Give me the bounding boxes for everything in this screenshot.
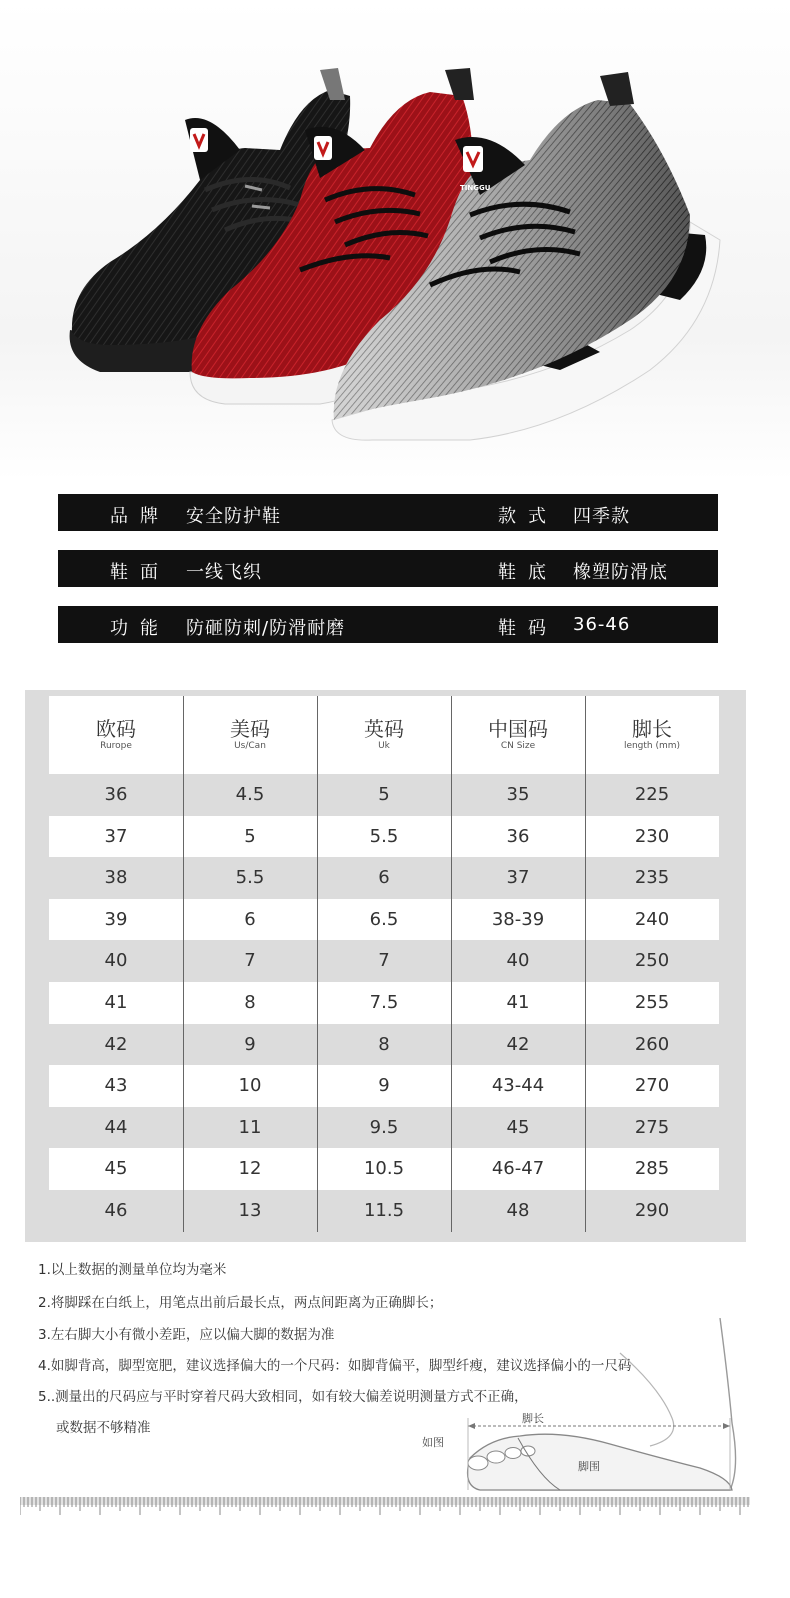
table-cell: 10.5: [317, 1148, 451, 1190]
table-cell: 45: [451, 1107, 585, 1149]
table-cell: 36: [104, 784, 128, 805]
table-cell: 9: [183, 1024, 317, 1066]
foot-measurement-diagram: [410, 1318, 760, 1502]
label-foot-girth: 脚围: [578, 1460, 600, 1473]
spec-label: 功能: [110, 618, 170, 639]
table-cell: 8: [183, 982, 317, 1024]
note-item: 或数据不够精准: [56, 1420, 151, 1436]
table-cell: 7.5: [317, 982, 451, 1024]
column-header: 英码 Uk: [317, 696, 451, 774]
table-cell: 235: [585, 857, 719, 899]
column-header: 中国码 CN Size: [451, 696, 585, 774]
table-cell: 36: [451, 816, 585, 858]
table-cell: 35: [451, 774, 585, 816]
label-example: 如图: [422, 1436, 444, 1449]
table-cell: 250: [585, 940, 719, 982]
table-cell: 260: [585, 1024, 719, 1066]
table-row: [49, 1024, 719, 1066]
table-cell: 44: [104, 1116, 128, 1138]
table-cell: 6: [317, 857, 451, 899]
table-cell: 290: [585, 1190, 719, 1232]
table-cell: 42: [451, 1024, 585, 1066]
note-item: 5..测量出的尺码应与平时穿着尺码大致相同，如有较大偏差说明测量方式不正确，: [38, 1389, 528, 1405]
table-cell: 5: [317, 774, 451, 816]
table-cell: 285: [585, 1148, 719, 1190]
note-item: 1.以上数据的测量单位均为毫米: [38, 1262, 227, 1278]
table-cell: 9: [317, 1065, 451, 1107]
spec-label: 鞋码: [498, 618, 558, 639]
table-cell: 43-44: [451, 1065, 585, 1107]
table-cell: 43: [104, 1075, 128, 1097]
table-row: [49, 857, 719, 899]
table-cell: 255: [585, 982, 719, 1024]
spec-row-material: [58, 550, 718, 587]
product-photo: [0, 0, 790, 480]
column-header: 美码 Us/Can: [183, 696, 317, 774]
spec-label: 款式: [498, 506, 558, 527]
note-item: 2.将脚踩在白纸上，用笔点出前后最长点，两点间距离为正确脚长；: [38, 1295, 443, 1311]
spec-value: 橡塑防滑底: [573, 562, 668, 583]
table-cell: 11: [183, 1107, 317, 1149]
table-row: [49, 816, 719, 858]
safety-shoes-illustration: [0, 0, 790, 480]
table-cell: 4.5: [183, 774, 317, 816]
table-cell: 230: [585, 816, 719, 858]
column-header: 脚长 length (mm): [585, 696, 719, 774]
table-cell: 8: [317, 1024, 451, 1066]
table-row: [49, 1107, 719, 1149]
spec-row-brand: [58, 494, 718, 531]
table-cell: 270: [585, 1065, 719, 1107]
table-cell: 38: [104, 867, 128, 889]
table-row: [49, 1065, 719, 1107]
table-cell: 38-39: [451, 899, 585, 941]
table-cell: 9.5: [317, 1107, 451, 1149]
table-cell: 37: [104, 825, 128, 847]
spec-value: 一线飞织: [186, 562, 262, 583]
spec-label: 鞋面: [110, 562, 170, 583]
table-cell: 13: [183, 1190, 317, 1232]
table-cell: 5: [183, 816, 317, 858]
table-cell: 40: [451, 940, 585, 982]
table-cell: 11.5: [317, 1190, 451, 1232]
table-cell: 46: [104, 1199, 128, 1221]
table-row: [49, 1190, 719, 1232]
table-row: [49, 1148, 719, 1190]
spec-value: 防砸防刺/防滑耐磨: [186, 618, 346, 639]
table-cell: 7: [317, 940, 451, 982]
table-cell: 10: [183, 1065, 317, 1107]
table-cell: 39: [104, 908, 128, 930]
spec-value: 四季款: [573, 506, 630, 527]
table-cell: 6: [183, 899, 317, 941]
table-cell: 45: [104, 1158, 128, 1180]
size-chart-table: [49, 696, 719, 1232]
table-row: [49, 899, 719, 941]
table-cell: 40: [104, 950, 128, 972]
table-cell: 225: [585, 774, 719, 816]
table-cell: 41: [104, 991, 128, 1013]
label-foot-length: 脚长: [522, 1412, 544, 1425]
table-cell: 41: [451, 982, 585, 1024]
table-cell: 42: [104, 1033, 128, 1055]
spec-label: 鞋底: [498, 562, 558, 583]
table-row: [49, 774, 719, 816]
table-cell: 37: [451, 857, 585, 899]
table-row: [49, 940, 719, 982]
table-cell: 5.5: [317, 816, 451, 858]
column-header: 欧码 Rurope: [49, 696, 183, 774]
spec-value: 安全防护鞋: [186, 506, 281, 527]
table-cell: 275: [585, 1107, 719, 1149]
table-header-row: [49, 696, 719, 774]
table-body: [49, 774, 719, 1232]
table-row: [49, 982, 719, 1024]
table-cell: 5.5: [183, 857, 317, 899]
table-cell: 46-47: [451, 1148, 585, 1190]
spec-value: 36-46: [573, 614, 631, 635]
spec-label: 品牌: [110, 506, 170, 527]
table-cell: 6.5: [317, 899, 451, 941]
table-cell: 240: [585, 899, 719, 941]
note-item: 3.左右脚大小有微小差距，应以偏大脚的数据为准: [38, 1327, 335, 1343]
table-cell: 12: [183, 1148, 317, 1190]
note-item: 4.如脚背高，脚型宽肥，建议选择偏大的一个尺码：如脚背偏平，脚型纤瘦，建议选择偏小的一尺码: [38, 1358, 632, 1374]
table-cell: 48: [451, 1190, 585, 1232]
table-cell: 7: [183, 940, 317, 982]
spec-row-function: [58, 606, 718, 643]
brand-logo-text: TINGGU: [460, 184, 491, 192]
ruler-icon: [20, 1497, 750, 1517]
size-chart-panel: [25, 690, 746, 1242]
